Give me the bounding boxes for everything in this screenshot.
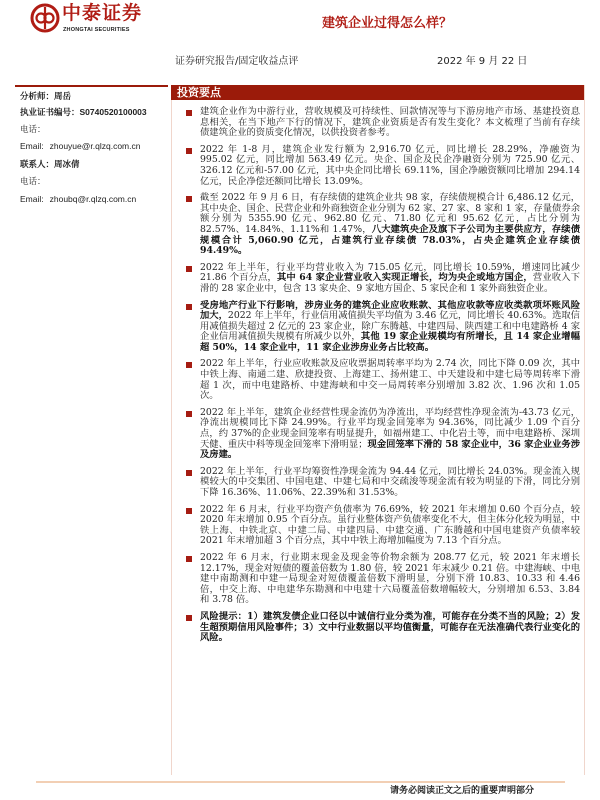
brand-name-cn: 中泰证券: [62, 2, 143, 24]
section-title: 投资要点: [177, 86, 221, 99]
license-label: 执业证书编号：: [20, 107, 80, 117]
body-text: 2022 年 6 月末，行业平均资产负债率为 76.69%，较 2021 年末增加 0.60 个百分点，较 2020 年末增加 0.95 个百分点。虽行业整体资产负债率变化不大，但主体分化较为明显，中铁上海、中铁北京、中建二局、中建四局、中建交通、广东腾越和中国电建资产负债率较 2021 年末增加超 3 个百分点，其中中铁上海增加幅度为 7.13 个百分点。: [200, 503, 580, 547]
body-text: 建筑企业作为中游行业，营收规模及可持续性、回款情况等与下游房地产市场、基建投资息息相关，在当下地产下行的情况下，建筑企业资质是否有发生变化？本文梳理了当前有存续债建筑企业的资质变化情况，以供投资者参考。: [200, 106, 580, 139]
bullet-square-icon: [186, 411, 192, 417]
footer-disclaimer: 请务必阅读正文之后的重要声明部分: [390, 786, 535, 796]
footer-rule: [36, 781, 565, 783]
key-point-paragraph: [186, 505, 580, 547]
analyst-label: 分析师：: [20, 91, 55, 101]
contact-label: 联系人：: [20, 159, 55, 169]
key-point-paragraph: [186, 359, 580, 401]
highlight-text: 风险提示：1）建筑发债企业口径以中诚信行业分类为准，可能存在分类不当的风险；2）发生超预期信用风险事件；3）文中行业数据以平均值衡量，可能存在无法准确代表行业变化的风险。: [200, 610, 580, 644]
key-point-paragraph: [186, 612, 580, 644]
report-date: 2022 年 9 月 22 日: [437, 56, 528, 67]
highlight-text: 八大建筑央企及旗下子公司为主要供应方，存续债规模合计 5,060.90 亿元，占建筑行业存续债 78.03%，占央企建筑企业存续债 94.49%。: [200, 223, 580, 257]
body-text: 2022 年上半年，建筑企业经营性现金流仍为净流出，平均经营性净现金流为-43.73 亿元，净流出规模同比下降 24.99%。行业平均现金回笼率为 94.36%，同比减少 1.09 个百分点，约 37%的企业现金回笼率有明显提升，如福州建工、中化岩土等，而中电建路桥、深圳天健、重庆中科等现金回笼率下滑明显；: [200, 406, 580, 450]
highlight-text: 受房地产行业下行影响，涉房业务的建筑企业应收账款、其他应收款等应收类款项坏账风险加大，: [200, 299, 580, 322]
bullet-square-icon: [186, 470, 192, 476]
sidebar-top-rule: [15, 85, 168, 87]
email-label: Email:: [20, 141, 44, 151]
bullet-square-icon: [186, 615, 192, 621]
email-label: Email:: [20, 194, 44, 204]
highlight-text: 现金回笼率下滑的 58 家企业中，36 家企业业务涉及房建。: [200, 438, 580, 461]
key-point-paragraph: [186, 263, 580, 295]
bullet-square-icon: [186, 196, 192, 202]
license-number: S0740520100003: [79, 107, 147, 117]
brand-name-en: ZHONGTAI SECURITIES: [63, 27, 130, 33]
body-text: 2022 年上半年，行业平均筹资性净现金流为 94.44 亿元，同比增长 24.03%。现金流入规模较大的中交集团、中国电建、中建七局和中交疏浚等现金流有较为明显的下滑，同比分别下降 16.36%、11.06%、22.39%和 31.53%。: [200, 465, 580, 498]
email-line-2: [20, 193, 136, 205]
contact-name: 周冰倩: [54, 159, 80, 169]
highlight-text: 其中 64 家企业营业收入实现正增长，均为央企或地方国企，: [276, 272, 533, 284]
email-link[interactable]: zhoubq@r.qlzq.com.cn: [49, 194, 137, 204]
key-point-paragraph: [186, 408, 580, 461]
key-point-paragraph: [186, 553, 580, 606]
body-text: 2022 年 1-8 月，建筑企业发行额为 2,916.70 亿元，同比增长 28.29%，净融资为 995.02 亿元，同比增加 563.49 亿元。央企、国企及民企净融资分别为 725.90 亿元、326.12 亿元和-57.00 亿元，其中央企同比增长 69.11%，国企净融资额同比增加 294.14 亿元，民企净偿还额同比增长 13.09%。: [200, 143, 580, 187]
key-point-paragraph: [186, 145, 580, 187]
license-line: [20, 106, 147, 118]
body-text: 2022 年上半年，行业信用减值损失平均值为 3.46 亿元，同比增长 40.63%。选取信用减值损失超过 2 亿元的 23 家企业，除广东腾越、中建四局、陕西建工和中电建路桥 4 家企业信用减值损失规模有所减少以外，: [200, 310, 580, 343]
email-link[interactable]: zhouyue@r.qlzq.com.cn: [49, 141, 141, 151]
email-line-1: [20, 140, 140, 152]
key-point-paragraph: [186, 107, 580, 139]
body-text: 2022 年上半年，行业平均营业收入为 715.05 亿元，同比增长 10.59%，增速同比减少 21.86 个百分点，: [200, 261, 580, 284]
bullet-square-icon: [186, 304, 192, 310]
phone-line-1: [20, 123, 46, 135]
body-text: 2022 年上半年，行业应收账款及应收票据周转率平均为 2.74 次，同比下降 0.09 次，其中中铁上海、南通二建、欣捷投资、上海建工、扬州建工、中天建设和中建七局等周转率下滑超 1 次，而中电建路桥、中建海峡和中交一局周转率分别增加 3.82 次、1.96 次和 1.05 次。: [200, 358, 580, 402]
phone-line-2: [20, 175, 46, 187]
key-points-list: [186, 107, 582, 650]
key-point-paragraph: [186, 467, 580, 499]
highlight-text: 其他 19 家企业规模均有所增长，且 14 家企业增幅超 50%，14 家企业中，11 家企业涉房业务占比较高。: [200, 331, 580, 353]
report-title: 建筑企业过得怎么样？: [322, 16, 453, 31]
phone-label: 电话：: [20, 124, 46, 134]
bullet-square-icon: [186, 362, 192, 368]
body-text: 营业收入下滑的 28 家企业中，包含 13 家央企、9 家地方国企、5 家民企和 1 家外商独资企业。: [200, 272, 580, 294]
bullet-square-icon: [186, 148, 192, 154]
contact-line: [20, 158, 80, 170]
analyst-line: [20, 90, 71, 102]
bullet-square-icon: [186, 110, 192, 116]
bullet-square-icon: [186, 508, 192, 514]
phone-label: 电话：: [20, 176, 46, 186]
body-text: 2022 年 6 月末，行业期末现金及现金等价物余额为 208.77 亿元，较 2021 年末增长 12.17%，现金对短债的覆盖倍数为 1.80 倍，较 2021 年末减少 0.21 倍。中建海峡、中电建中南勘测和中建一局现金对短债覆盖倍数下滑明显，分别下滑 10.83、10.33 和 4.46 倍，中交上海、中电建华东勘测和中电建十六局覆盖倍数增幅较大，分别增加 6.53、3.84 和 3.78 倍。: [200, 551, 580, 606]
key-point-paragraph: [186, 301, 580, 354]
body-text: 截至 2022 年 9 月 6 日，有存续债的建筑企业共 98 家，存续债规模合计 6,486.12 亿元，其中央企、国企、民营企业和外商独资企业分别为 62 家、27 家、8 家和 1 家，存量债券余额分别为 5355.90 亿元、962.80 亿元、71.80 亿元和 95.62 亿元，占比分别为 82.57%、14.84%、1.11%和 1.47%，: [200, 192, 580, 235]
bullet-square-icon: [186, 556, 192, 562]
bullet-square-icon: [186, 266, 192, 272]
section-header-bar: [171, 85, 584, 100]
analyst-name: 周岳: [54, 91, 72, 101]
zhongtai-logo-icon: [30, 3, 60, 37]
report-type: 证券研究报告/固定收益点评: [175, 56, 299, 67]
key-point-paragraph: [186, 193, 580, 257]
